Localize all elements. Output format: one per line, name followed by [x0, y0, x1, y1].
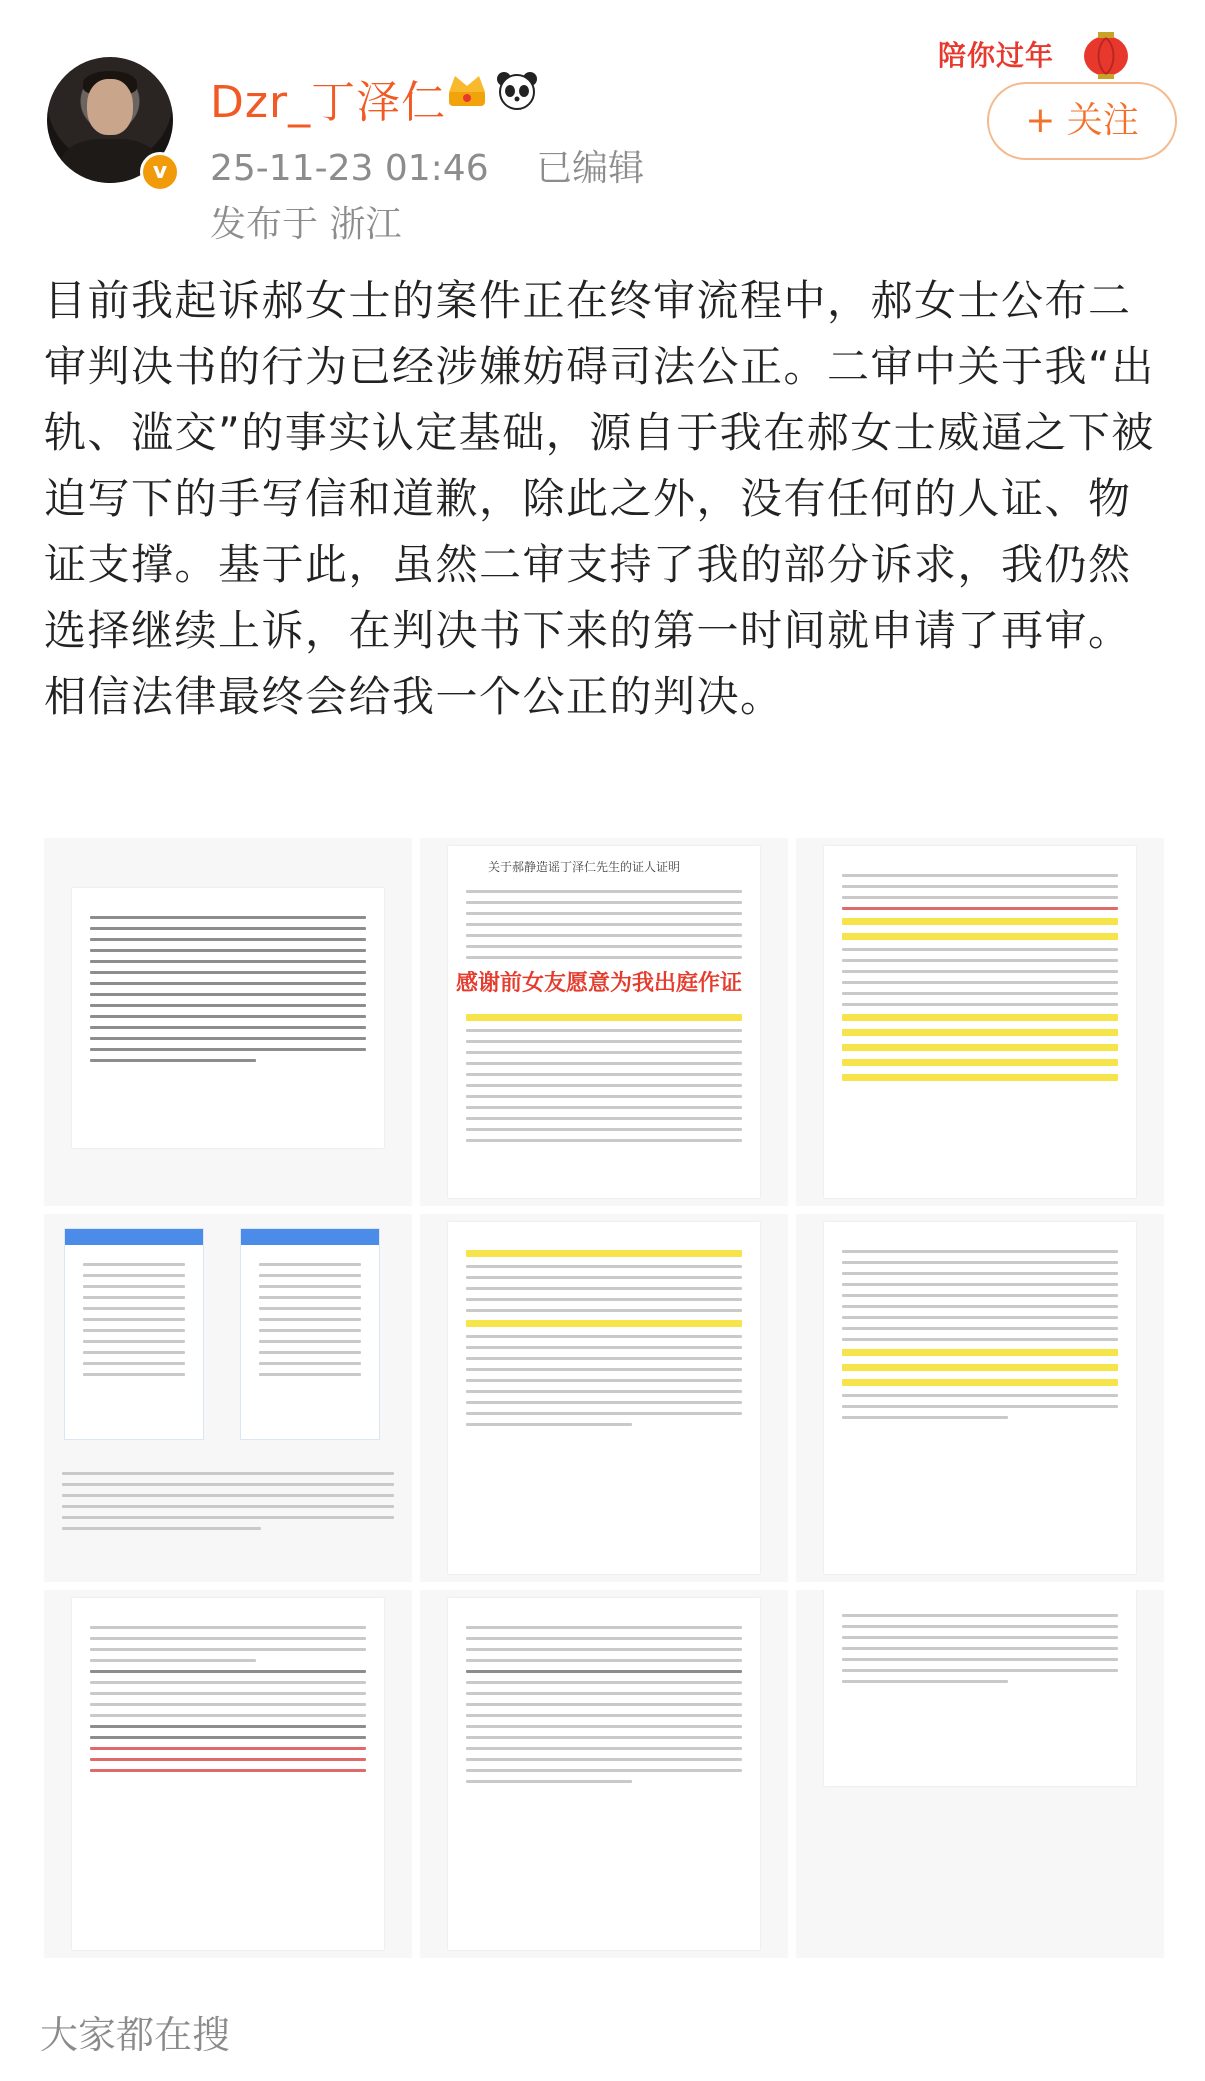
image-thumbnail-1[interactable] [44, 838, 412, 1206]
year-badge [938, 20, 1168, 88]
year-badge-text: 陪你过年 [938, 39, 1055, 72]
post-body: 目前我起诉郝女士的案件正在终审流程中，郝女士公布二审判决书的行为已经涉嫌妨碍司法公正。二审中关于我“出轨、滥交”的事实认定基础，源自于我在郝女士威逼之下被迫写下的手写信和道歉，除此之外，没有任何的人证、物证支撑。基于此，虽然二审支持了我的部分诉求，我仍然选择继续上诉，在判决书下来的第一时间就申请了再审。相信法律最终会给我一个公正的判决。 [44, 276, 1155, 721]
post-date: 25-11-23 01:46 [210, 148, 489, 189]
crown-icon [445, 70, 489, 110]
image-thumbnail-8[interactable] [420, 1590, 788, 1958]
image-thumbnail-3[interactable] [796, 838, 1164, 1206]
image-thumbnail-9[interactable] [796, 1590, 1164, 1958]
image-thumbnail-5[interactable] [420, 1214, 788, 1582]
edited-label: 已编辑 [536, 148, 645, 189]
doc-title: 关于郝静造谣丁泽仁先生的证人证明 [488, 860, 681, 874]
verified-icon: v [140, 152, 180, 192]
image-thumbnail-7[interactable] [44, 1590, 412, 1958]
panda-icon [495, 70, 539, 110]
follow-button[interactable]: + 关注 [987, 82, 1177, 160]
phone-screenshot [64, 1228, 204, 1440]
phone-screenshot [240, 1228, 380, 1440]
image-thumbnail-2[interactable] [420, 838, 788, 1206]
image-thumbnail-6[interactable] [796, 1214, 1164, 1582]
image-grid [44, 838, 1164, 1978]
username[interactable]: Dzr_丁泽仁 [210, 77, 447, 128]
post-meta [210, 140, 680, 191]
image-thumbnail-4[interactable] [44, 1214, 412, 1582]
trending-search-label[interactable]: 大家都在搜 [40, 2013, 231, 2057]
lantern-icon [1078, 26, 1134, 82]
doc-caption: 感谢前女友愿意为我出庭作证 [456, 971, 743, 996]
post-location: 发布于 浙江 [210, 204, 402, 245]
post-header [0, 0, 1205, 260]
